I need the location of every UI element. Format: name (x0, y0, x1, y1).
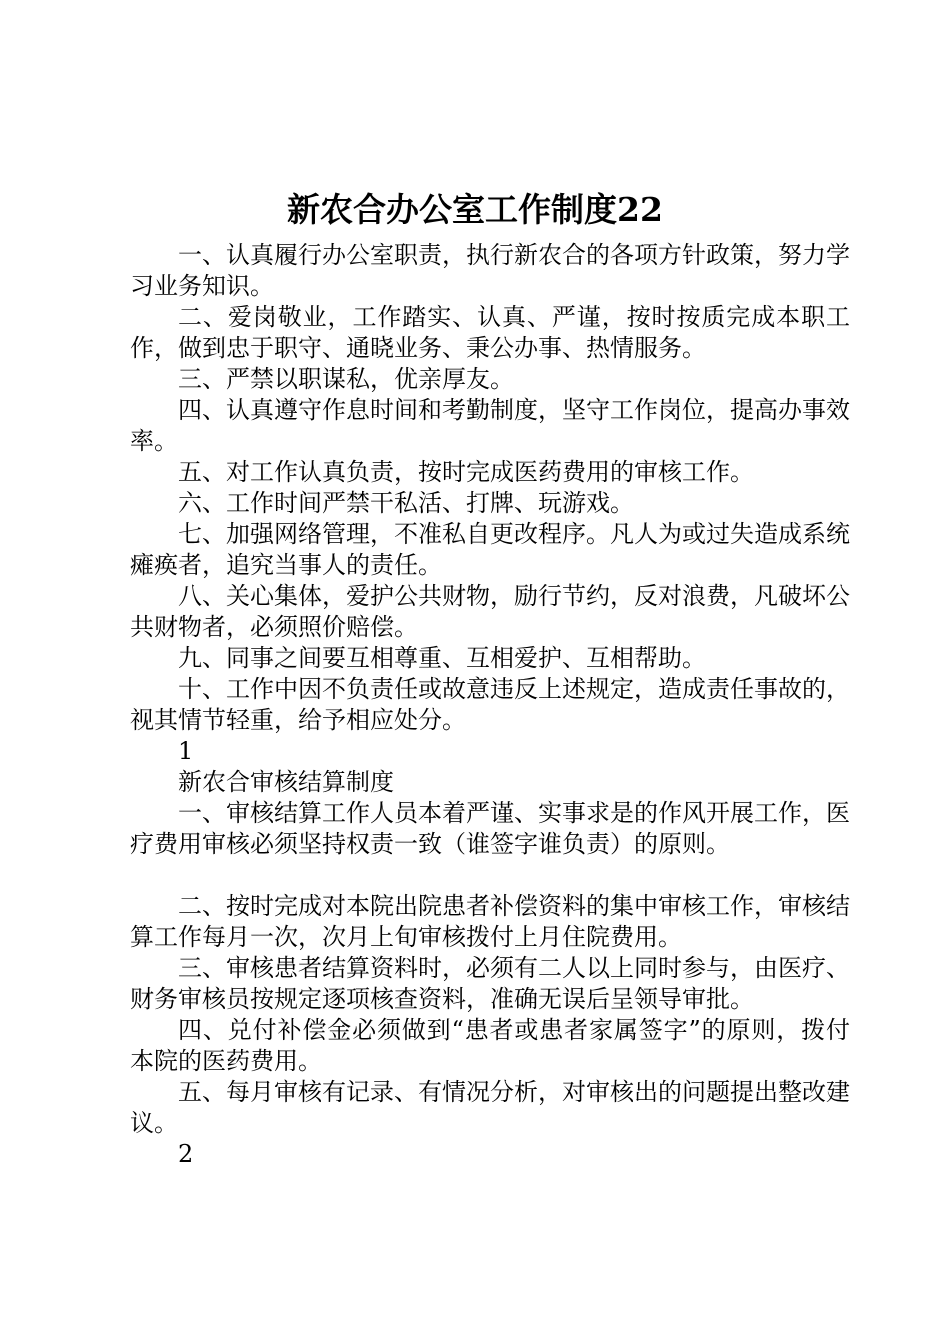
audit-paragraph-5: 五、每月审核有记录、有情况分析，对审核出的问题提出整改建议。 (130, 1078, 850, 1137)
audit-paragraph-2: 二、按时完成对本院出院患者补偿资料的集中审核工作，审核结算工作每月一次，次月上旬审核拨付上月住院费用。 (130, 892, 850, 951)
page-number-2: 2 (178, 1140, 194, 1168)
paragraph-10: 十、工作中因不负责任或故意违反上述规定，造成责任事故的，视其情节轻重，给予相应处分。 (130, 675, 850, 734)
paragraph-7: 七、加强网络管理，不准私自更改程序。凡人为或过失造成系统瘫痪者，追究当事人的责任。 (130, 520, 850, 579)
paragraph-9: 九、同事之间要互相尊重、互相爱护、互相帮助。 (178, 644, 706, 672)
paragraph-4: 四、认真遵守作息时间和考勤制度，坚守工作岗位，提高办事效率。 (130, 396, 850, 455)
paragraph-6: 六、工作时间严禁干私活、打牌、玩游戏。 (178, 489, 634, 517)
paragraph-5: 五、对工作认真负责，按时完成医药费用的审核工作。 (178, 458, 754, 486)
document-body (130, 240, 850, 1170)
audit-paragraph-1: 一、审核结算工作人员本着严谨、实事求是的作风开展工作，医疗费用审核必须坚持权责一致（谁签字谁负责）的原则。 (130, 799, 850, 858)
blank-line (130, 860, 850, 891)
paragraph-1: 一、认真履行办公室职责，执行新农合的各项方针政策，努力学习业务知识。 (130, 241, 850, 300)
page-number-1: 1 (178, 737, 194, 765)
paragraph-3: 三、严禁以职谋私，优亲厚友。 (178, 365, 514, 393)
section-subtitle: 新农合审核结算制度 (178, 768, 394, 796)
paragraph-8: 八、关心集体，爱护公共财物，励行节约，反对浪费，凡破坏公共财物者，必须照价赔偿。 (130, 582, 850, 641)
document-title: 新农合办公室工作制度22 (287, 190, 663, 229)
audit-paragraph-3: 三、审核患者结算资料时，必须有二人以上同时参与，由医疗、财务审核员按规定逐项核查资料，准确无误后呈领导审批。 (130, 954, 850, 1013)
paragraph-2: 二、爱岗敬业，工作踏实、认真、严谨，按时按质完成本职工作，做到忠于职守、通晓业务、秉公办事、热情服务。 (130, 303, 850, 362)
audit-paragraph-4: 四、兑付补偿金必须做到“患者或患者家属签字”的原则，拨付本院的医药费用。 (130, 1016, 850, 1075)
